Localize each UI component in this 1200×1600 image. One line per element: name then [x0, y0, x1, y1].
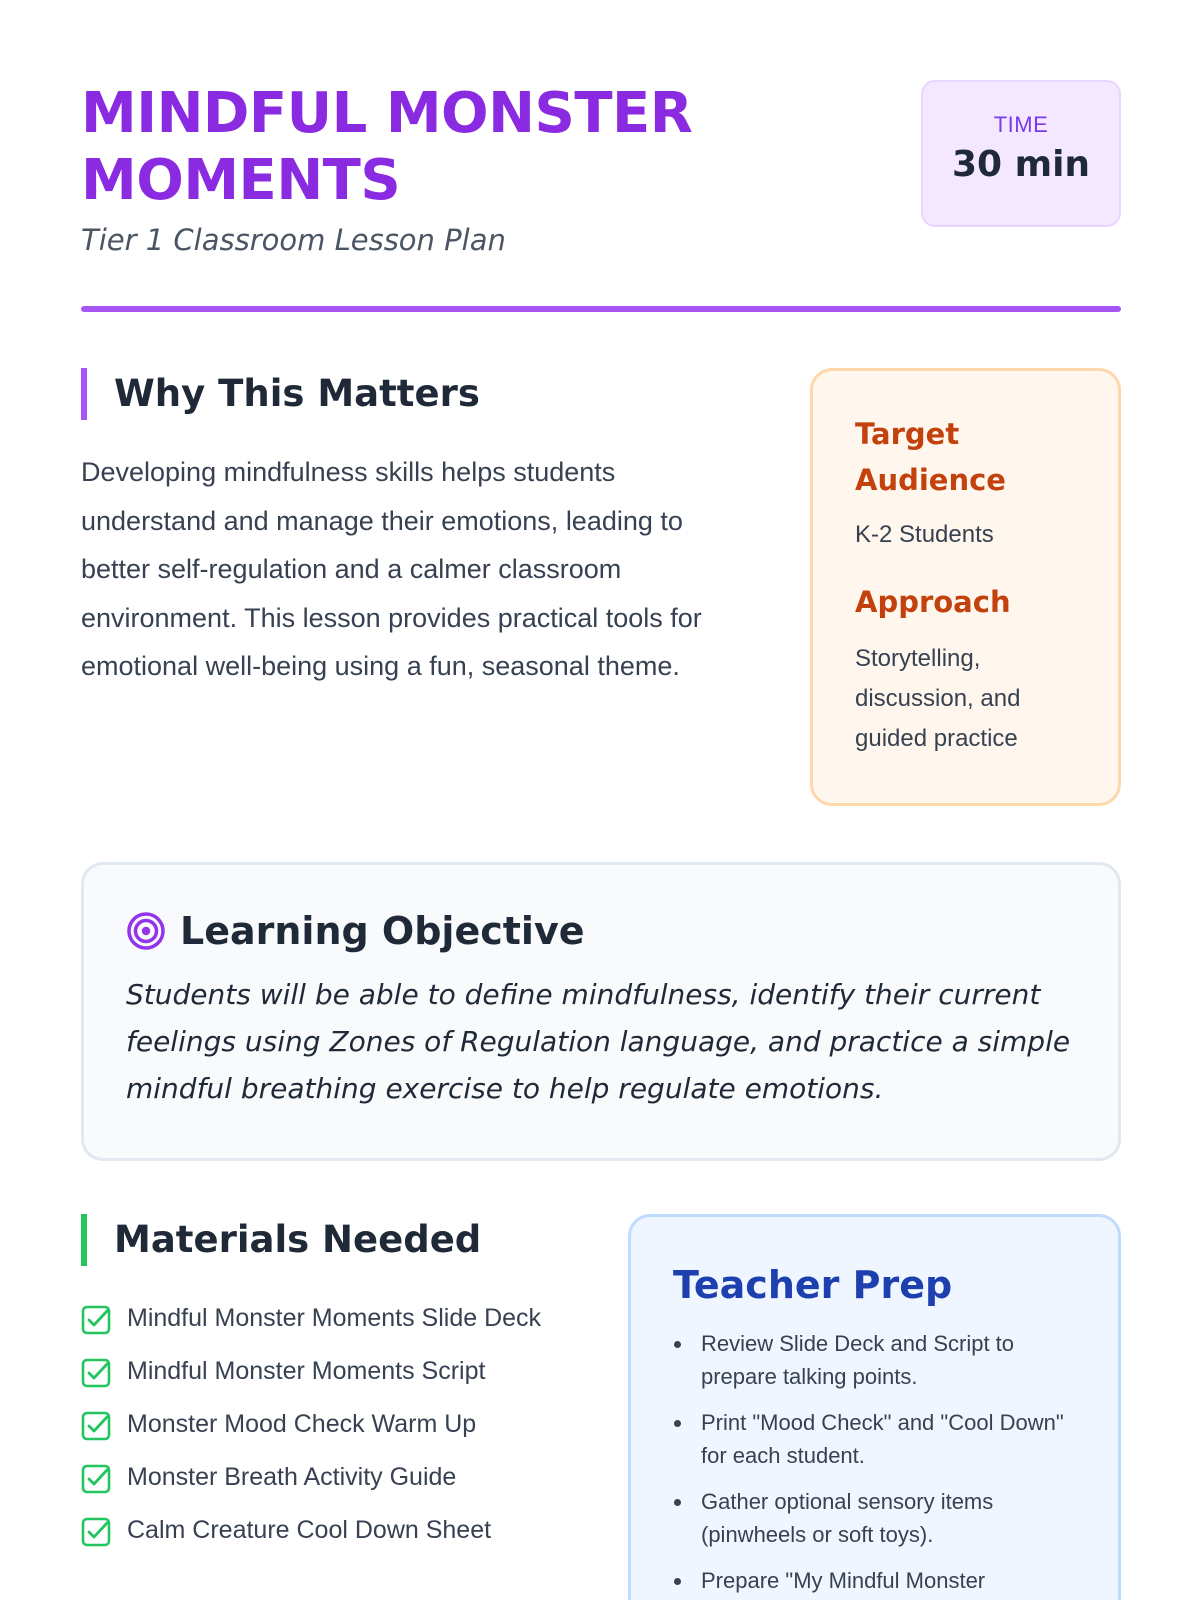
list-item: [81, 1457, 581, 1497]
objective-heading: Learning Objective: [180, 909, 585, 953]
materials-list: [81, 1298, 581, 1550]
list-item: [81, 1510, 581, 1550]
materials-section: [81, 1214, 581, 1563]
list-item: [81, 1404, 581, 1444]
list-item: Gather optional sensory items (pinwheels or soft toys).: [673, 1485, 1080, 1551]
audience-card: [810, 368, 1121, 806]
checkbox-check-icon: [81, 1305, 111, 1335]
objective-header: [126, 905, 1076, 957]
material-label: Monster Mood Check Warm Up: [127, 1410, 477, 1438]
approach-value: Storytelling, discussion, and guided practice: [855, 645, 1021, 752]
why-heading: Why This Matters: [81, 368, 741, 420]
time-badge: [921, 80, 1121, 227]
material-label: Mindful Monster Moments Slide Deck: [127, 1304, 542, 1332]
list-item: [81, 1298, 581, 1338]
page-title: MINDFUL MONSTER MOMENTS: [81, 81, 693, 213]
checkbox-check-icon: [81, 1358, 111, 1388]
materials-heading: Materials Needed: [81, 1214, 581, 1266]
list-item: Prepare "My Mindful Monster: [673, 1564, 1080, 1597]
list-item: Print "Mood Check" and "Cool Down" for each student.: [673, 1406, 1080, 1472]
objective-card: [81, 862, 1121, 1161]
audience-value: K-2 Students: [855, 521, 994, 548]
prep-heading: Teacher Prep: [673, 1263, 953, 1307]
checkbox-check-icon: [81, 1411, 111, 1441]
time-value: 30 min: [951, 144, 1091, 185]
time-label: TIME: [993, 112, 1049, 137]
teacher-prep-card: [628, 1214, 1121, 1600]
list-item: Review Slide Deck and Script to prepare talking points.: [673, 1327, 1080, 1393]
why-body: Developing mindfulness skills helps students understand and manage their emotions, leading to better self-regulation and a calmer classroom environment. This lesson provides practical tools for emotional well-being using a fun, seasonal theme.: [81, 457, 702, 681]
list-item: [81, 1351, 581, 1391]
material-label: Calm Creature Cool Down Sheet: [127, 1516, 492, 1544]
checkbox-check-icon: [81, 1464, 111, 1494]
checkbox-check-icon: [81, 1517, 111, 1547]
audience-heading: Target Audience: [855, 417, 1006, 497]
page-subtitle: Tier 1 Classroom Lesson Plan: [81, 223, 506, 257]
approach-heading: Approach: [855, 585, 1011, 619]
prep-list: [673, 1327, 1080, 1597]
header-divider: [81, 306, 1121, 312]
material-label: Mindful Monster Moments Script: [127, 1357, 486, 1385]
lesson-header: [81, 80, 1121, 310]
why-section: [81, 368, 741, 691]
target-icon: [126, 911, 166, 951]
objective-text: Students will be able to define mindfulness, identify their current feelings using Zones of Regulation language, and practice a simple mindful breathing exercise to help regulate emotions.: [126, 978, 1071, 1105]
material-label: Monster Breath Activity Guide: [127, 1463, 457, 1491]
